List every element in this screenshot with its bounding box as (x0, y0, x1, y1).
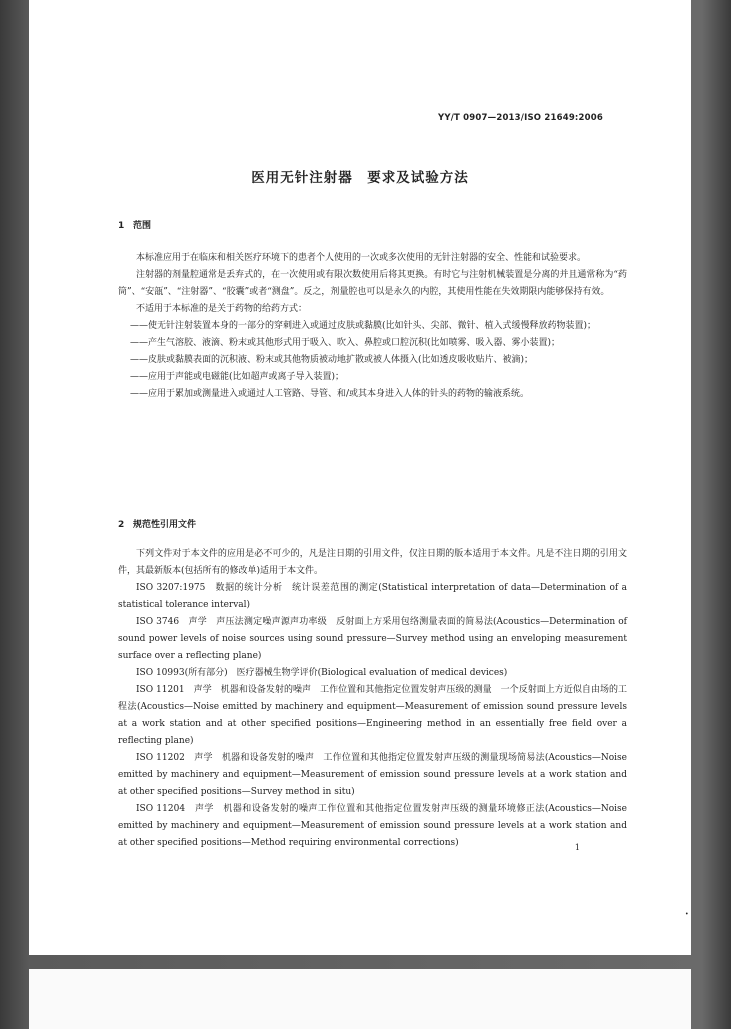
list-item: ——产生气溶胶、液滴、粉末或其他形式用于吸入、吹入、鼻腔或口腔沉积(比如喷雾、吸入器、雾小装置)； (130, 338, 561, 348)
reference-item: ISO 11202 声学 机器和设备发射的噪声 工作位置和其他指定位置发射声压级的测量现场简易法(Acoustics—Noise emitted by machinery and equipment—Measurement of emission sound pressure levels at a work station and at other specified positions—Survey method in situ) (118, 753, 627, 797)
reference-item: ISO 11204 声学 机器和设备发射的噪声工作位置和其他指定位置发射声压级的测量环境修正法(Acoustics—Noise emitted by machinery and equipment—Measurement of emission sound pressure levels at a work station and at other specified positions—Method requiring environmental corrections) (118, 804, 627, 848)
list-item: ——应用于累加或测量进入或通过人工管路、导管、和/或其本身进入人体的针头的药物的输液系统。 (130, 389, 530, 399)
paragraph: 不适用于本标准的是关于药物的给药方式： (136, 304, 308, 314)
paragraph: 本标准应用于在临床和相关医疗环境下的患者个人使用的一次或多次使用的无针注射器的安全、性能和试验要求。 (136, 253, 587, 263)
section-2-body (118, 546, 627, 852)
list-item: ——使无针注射装置本身的一部分的穿刺进入或通过皮肤或黏膜(比如针头、尖部、微针、植入式缓慢释放药物装置)； (130, 321, 597, 331)
section-title: 范围 (133, 221, 152, 231)
document-page (29, 0, 691, 955)
section-title: 规范性引用文件 (133, 520, 197, 530)
list-item: ——应用于声能或电磁能(比如超声或离子导入装置)； (130, 372, 345, 382)
next-page-edge (29, 969, 691, 1029)
document-title: 医用无针注射器 要求及试验方法 (251, 170, 469, 186)
section-1-body (118, 250, 627, 403)
list-item: ——皮肤或黏膜表面的沉积液、粉末或其他物质被动地扩散或被人体摄入(比如透皮吸收贴片、被滴)； (130, 355, 534, 365)
standard-number: YY/T 0907—2013/ISO 21649:2006 (438, 113, 603, 123)
section-2-heading (118, 517, 196, 530)
reference-item: ISO 11201 声学 机器和设备发射的噪声 工作位置和其他指定位置发射声压级的测量 一个反射面上方近似自由场的工程法(Acoustics—Noise emitted by machinery and equipment—Measurement of emission sound pressure levels at a work station and at other specified positions—Engineering method in an essentially free field over a reflecting plane) (118, 685, 627, 746)
section-number: 2 (118, 520, 125, 530)
reference-item: ISO 3207:1975 数据的统计分析 统计误差范围的测定(Statistical interpretation of data—Determination of a statistical tolerance interval) (118, 583, 627, 610)
section-number: 1 (118, 221, 125, 231)
section-1-heading (118, 218, 151, 231)
reference-item: ISO 10993(所有部分) 医疗器械生物学评价(Biological evaluation of medical devices) (136, 668, 508, 678)
page-number: 1 (574, 843, 580, 852)
paragraph: 下列文件对于本文件的应用是必不可少的，凡是注日期的引用文件，仅注日期的版本适用于本文件。凡是不注日期的引用文件，其最新版本(包括所有的修改单)适用于本文件。 (118, 549, 627, 576)
reference-item: ISO 3746 声学 声压法测定噪声源声功率级 反射面上方采用包络测量表面的简易法(Acoustics—Determination of sound power levels of noise sources using sound pressure—Survey method using an enveloping measurement surface over a reflecting plane) (118, 617, 627, 661)
scan-mark: • (685, 911, 689, 918)
paragraph: 注射器的剂量腔通常是丢弃式的，在一次使用或有限次数使用后将其更换。有时它与注射机械装置是分离的并且通常称为“药筒”、“安瓿”、“注射器”、“胶囊”或者“测盘”。反之，剂量腔也可以是永久的内腔，其使用性能在失效期限内能够保持有效。 (118, 270, 627, 297)
